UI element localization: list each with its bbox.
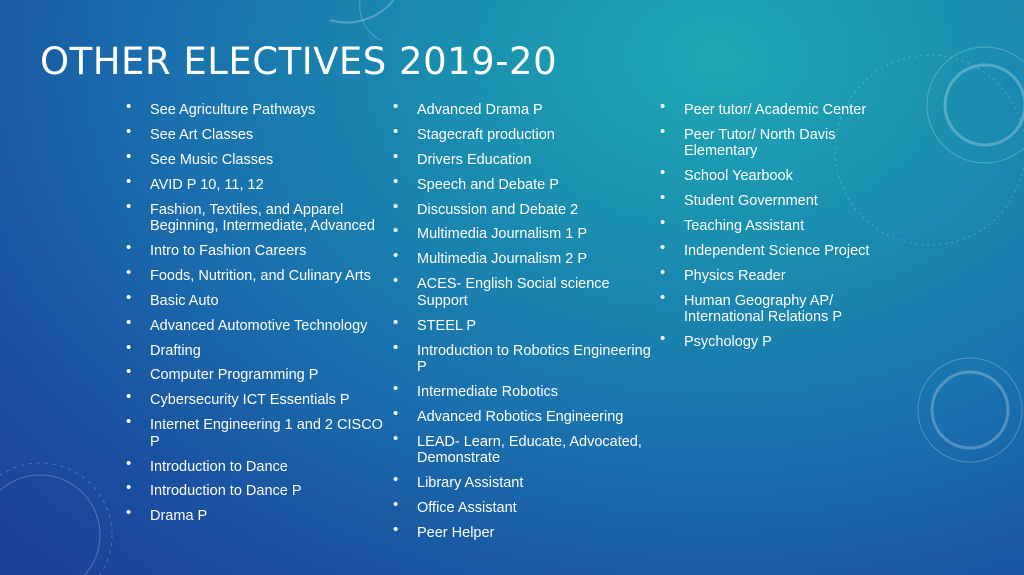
list-item: • Speech and Debate P [417,177,657,194]
list-item: • Drivers Education [417,152,657,169]
list-item: • Teaching Assistant [684,218,894,235]
list-item: • Basic Auto [150,293,394,310]
list-item: • STEEL P [417,318,657,335]
list-item: • Advanced Drama P [417,102,657,119]
list-item: • Human Geography AP/ International Relations P [684,293,894,326]
list-item: • Student Government [684,193,894,210]
list-item: • Introduction to Dance [150,459,394,476]
list-item: • Computer Programming P [150,367,394,384]
list-item: • Drama P [150,508,394,525]
list-item: • Independent Science Project [684,243,894,260]
list-item: • Peer tutor/ Academic Center [684,102,894,119]
list-item: • Multimedia Journalism 2 P [417,251,657,268]
list-item: • LEAD- Learn, Educate, Advocated, Demonstrate [417,434,657,467]
list-item: • Office Assistant [417,500,657,517]
list-item: • Cybersecurity ICT Essentials P [150,392,394,409]
electives-column-3 [684,102,894,359]
electives-column-2 [417,102,657,550]
list-item: • See Music Classes [150,152,394,169]
list-item: • Foods, Nutrition, and Culinary Arts [150,268,394,285]
list-item: • Multimedia Journalism 1 P [417,226,657,243]
list-item: • Advanced Automotive Technology [150,318,394,335]
list-item: • Physics Reader [684,268,894,285]
list-item: • ACES- English Social science Support [417,276,657,309]
list-item: • School Yearbook [684,168,894,185]
list-item: • Advanced Robotics Engineering [417,409,657,426]
list-item: • Peer Helper [417,525,657,542]
list-item: • Fashion, Textiles, and Apparel Beginning, Intermediate, Advanced [150,202,394,235]
list-item: • Internet Engineering 1 and 2 CISCO P [150,417,394,450]
list-item: • Introduction to Dance P [150,483,394,500]
list-item: • Peer Tutor/ North Davis Elementary [684,127,894,160]
list-item: • Psychology P [684,334,894,351]
electives-column-1 [150,102,394,533]
list-item: • AVID P 10, 11, 12 [150,177,394,194]
list-item: • Discussion and Debate 2 [417,202,657,219]
list-item: • Intro to Fashion Careers [150,243,394,260]
list-item: • Intermediate Robotics [417,384,657,401]
list-item: • See Agriculture Pathways [150,102,394,119]
list-item: • Introduction to Robotics Engineering P [417,343,657,376]
slide-title: OTHER ELECTIVES 2019-20 [40,40,558,83]
list-item: • Drafting [150,343,394,360]
list-item: • Library Assistant [417,475,657,492]
list-item: • Stagecraft production [417,127,657,144]
list-item: • See Art Classes [150,127,394,144]
